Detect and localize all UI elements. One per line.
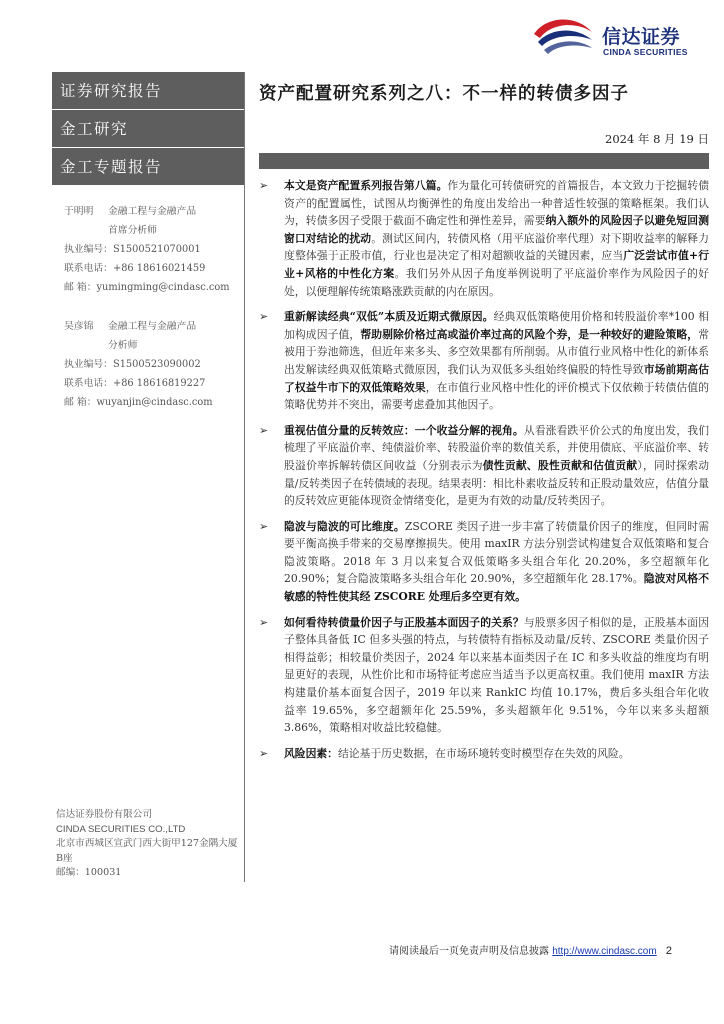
key-point-4 xyxy=(259,518,709,606)
analyst-role: 分析师 xyxy=(108,340,138,351)
disclaimer-note: 请阅读最后一页免责声明及信息披露 xyxy=(389,946,550,957)
key-point-2 xyxy=(259,308,709,414)
section-divider-bar xyxy=(259,153,709,169)
point-heading: 重视估值分量的反转效应：一个收益分解的视角。 xyxy=(284,423,524,437)
point-emphasis: 市场前期高估了权益牛市下的双低策略效果 xyxy=(284,362,710,394)
point-text: ，在市值行业风格中性化的评价模式下仅依赖于转债估值的策略优势并不突出，需要考虑叠加其他因子。 xyxy=(284,380,709,412)
sidebar-block-report-type: 证券研究报告 xyxy=(52,72,244,110)
key-point-1 xyxy=(259,177,709,300)
point-text: 与股票多因子相似的是，正股基本面因子整体具备低 IC 但多头强的特点，与转债特有指标及动量/反转、ZSCORE 类量价因子相得益彰；相较量价类因子，2024 年以来基本面类因子在 IC 和多头收益的维度均有明显更好的表现，从性价比和市场特征考虑应当适当予以更高权重。我们使用 maxIR 方法构建量价基本面复合因子，2019 年以来 RankIC 均值 10.17%，费后多头组合年化收益率 19.65%，多空超额年化 25.59%，多头超额年化 9.51%，今年以来多头超额 3.86%，策略相对收益比较稳健。 xyxy=(284,615,710,735)
analyst-dept: 金融工程与金融产品 xyxy=(108,321,197,332)
cinda-swoosh-icon xyxy=(532,14,596,56)
analyst-name: 吴彦锦 xyxy=(64,321,94,332)
point-emphasis: 帮助剔除价格过高或溢价率过高的风险个券，是一种较好的避险策略， xyxy=(360,327,699,341)
point-emphasis: 债性贡献、股性贡献和估值贡献 xyxy=(482,458,638,472)
point-heading: 风险因素： xyxy=(284,746,338,760)
arrow-bullet-icon: ➢ xyxy=(259,179,269,192)
report-date: 2024 年 8 月 19 日 xyxy=(605,132,709,146)
point-emphasis: 纳入额外的风险因子以避免短回测窗口对结论的扰动 xyxy=(284,214,710,245)
arrow-bullet-icon: ➢ xyxy=(259,615,269,629)
analyst-role: 首席分析师 xyxy=(108,225,157,236)
company-address: 北京市西城区宣武门西大街甲127金隅大厦 xyxy=(56,838,238,849)
key-point-5 xyxy=(259,614,709,737)
company-info xyxy=(56,808,256,881)
company-address-2: B座 xyxy=(56,852,73,864)
arrow-bullet-icon: ➢ xyxy=(259,310,269,324)
arrow-bullet-icon: ➢ xyxy=(259,746,269,760)
report-title: 资产配置研究系列之八：不一样的转债多因子 xyxy=(259,84,629,104)
email-label: 邮 箱： xyxy=(64,282,97,293)
point-heading: 隐波与隐波的可比维度。 xyxy=(284,519,405,533)
email-address[interactable]: wuyanjin@cindasc.com xyxy=(96,397,213,408)
website-link[interactable]: http://www.cindasc.com xyxy=(552,946,657,957)
license-number: S1500521070001 xyxy=(112,244,201,255)
page-footer xyxy=(389,942,672,957)
analyst-name: 于明明 xyxy=(64,206,94,217)
license-label: 执业编号： xyxy=(64,244,113,255)
sidebar-block-category: 金工研究 xyxy=(52,110,244,148)
sidebar-block-subcategory: 金工专题报告 xyxy=(52,148,244,186)
arrow-bullet-icon: ➢ xyxy=(259,519,269,533)
license-number: S1500523090002 xyxy=(112,359,201,370)
point-emphasis: 广泛尝试市值+行业+风格的中性化方案 xyxy=(284,249,709,280)
key-point-3 xyxy=(259,422,709,510)
phone-label: 联系电话： xyxy=(64,263,113,274)
phone-number: +86 18616021459 xyxy=(112,263,206,274)
logo-en-text: CINDA SECURITIES xyxy=(603,47,688,57)
company-name-en: CINDA SECURITIES CO.,LTD xyxy=(56,823,186,835)
sidebar xyxy=(52,72,245,882)
license-label: 执业编号： xyxy=(64,359,113,370)
analyst-card-2 xyxy=(64,317,213,412)
key-points xyxy=(259,177,709,770)
phone-label: 联系电话： xyxy=(64,378,113,389)
email-address[interactable]: yumingming@cindasc.com xyxy=(96,282,230,293)
arrow-bullet-icon: ➢ xyxy=(259,423,269,437)
key-point-6 xyxy=(259,745,709,763)
email-label: 邮 箱： xyxy=(64,397,97,408)
cinda-logo xyxy=(532,14,712,56)
point-text: ），同时探索动量/反转类因子在转债域的表现。结果表明：相比朴素收益反转和正股动量效应，估值分量的反转效应更能体现资金情绪变化，是更为有效的动量/反转类因子。 xyxy=(284,458,710,508)
point-text: 从看涨看跌平价公式的角度出发，我们梳理了平底溢价率、纯债溢价率、转股溢价率的数值关系，并使用债底、平底溢价率、转股溢价率拆解转债区间收益（分别表示为 xyxy=(284,423,710,472)
logo-cn-text: 信达证券 xyxy=(602,26,681,48)
point-text: 常被用于券池筛选，但近年来多头、多空效果都有所削弱。从市值行业风格中性化的新体系出发解读经典双低策略式微原因，我们认为双低多头组始终偏股的特性导致 xyxy=(284,327,710,376)
point-heading: 本文是资产配置系列报告第八篇。 xyxy=(284,179,448,192)
point-heading: 如何看待转债量价因子与正股基本面因子的关系？ xyxy=(284,615,524,629)
point-text: ZSCORE 类因子进一步丰富了转债量价因子的维度，但同时需要平衡高换手带来的交易摩擦损失。使用 maxIR 方法分别尝试构建复合双低策略和复合隐波策略。2018 年 3 月以来复合双低策略多头组合年化 20.20%，多空超额年化 20.90%；复合隐波策略多头组合年化 20.90%，多空超额年化 28.17%。 xyxy=(284,519,710,586)
analyst-dept: 金融工程与金融产品 xyxy=(108,206,197,217)
point-text: 。我们另外从因子角度举例说明了平底溢价率作为风险因子的好处，以便理解传统策略涨跌贡献的内在原因。 xyxy=(284,266,709,298)
phone-number: +86 18616819227 xyxy=(112,378,206,389)
point-text: 经典双低策略使用价格和转股溢价率*100 相加构成因子值， xyxy=(284,310,710,341)
point-text: 。测试区间内，转债风格（用平底溢价率代理）对下期收益率的解释力度整体强于正股市值，行业也是决定了相对超额收益的关键因素，应当 xyxy=(284,231,709,263)
page-number: 2 xyxy=(665,945,672,957)
analyst-card-1 xyxy=(64,202,230,297)
point-emphasis: 隐波对风格不敏感的特性使其经 ZSCORE 处理后多空更有效。 xyxy=(284,572,710,604)
point-text: 结论基于历史数据，在市场环境转变时模型存在失效的风险。 xyxy=(337,746,630,760)
point-heading: 重新解读经典“双低”本质及近期式微原因。 xyxy=(284,310,494,324)
company-postcode: 邮编：100031 xyxy=(56,867,122,878)
company-name-cn: 信达证券股份有限公司 xyxy=(56,809,152,820)
point-text: 作为量化可转债研究的首篇报告，本文致力于挖掘转债资产的配置属性，试图从均衡弹性的角度出发给出一种普适性较强的策略框架。我们认为，转债多因子受限于截面不确定性和弹性差异，需要 xyxy=(284,179,709,228)
